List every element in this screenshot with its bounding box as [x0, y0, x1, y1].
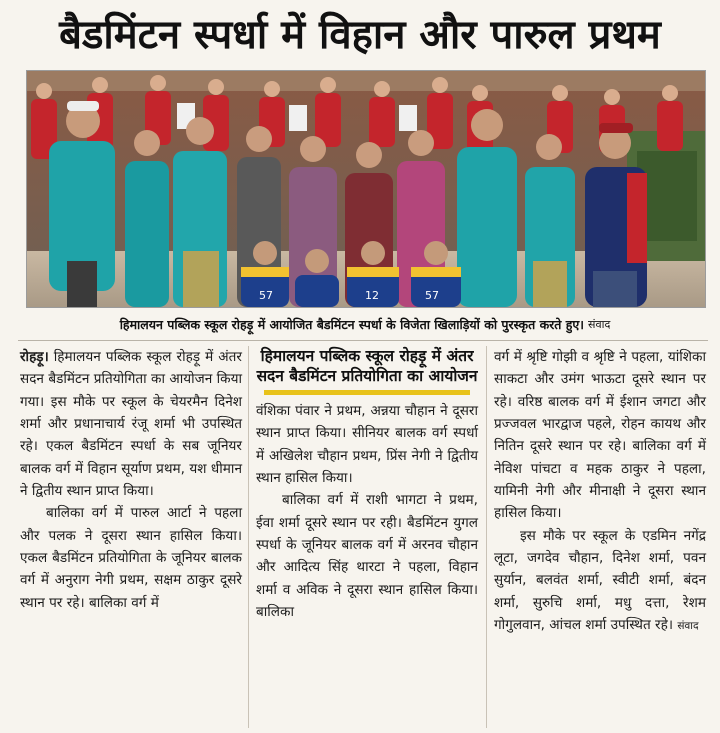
article-paragraph: वर्ग में श्रृष्टि गोझी व श्रृष्टि ने पहला, यांशिका साकटा और उमंग भाऊटा दूसरे स्थान पर रहे। वरिष्ठ बालक वर्ग में ईशान जगटा और प्रज्जवल भारद्वाज पहले, रोहन कायथ और नितिन दूसरे स्थान पर रहे। बालिका वर्ग में नेविश पांचटा व महक ठाकुर ने पहला, यामिनी नेगी और मीनाक्षी ने दूसरा स्थान हासिल किया। — [494, 349, 706, 522]
caption-credit: संवाद — [588, 317, 611, 331]
subheadline: हिमालयन पब्लिक स्कूल रोहड़ू में अंतर सदन बैडमिंटन प्रतियोगिता का आयोजन — [256, 347, 478, 385]
column-divider — [486, 346, 487, 728]
section-divider — [18, 340, 708, 341]
jersey-number-1: 57 — [259, 289, 273, 302]
article-paragraph — [494, 525, 706, 638]
article-column-3 — [494, 346, 706, 637]
jersey-number-2: 12 — [365, 289, 379, 302]
article-paragraph: बालिका वर्ग में पारुल आर्टा ने पहला और पलक ने दूसरा स्थान हासिल किया। एकल बैडमिंटन प्रतियोगिता के जूनियर बालक वर्ग में अनुराग नेगी प्रथम, सक्षम ठाकुर दूसरे स्थान पर रहे। बालिका वर्ग में — [20, 505, 242, 611]
article-paragraph: वंशिका पंवार ने प्रथम, अन्नया चौहान ने दूसरा स्थान प्राप्त किया। सीनियर बालक वर्ग स्पर्धा में अखिलेश चौहान प्रथम, प्रिंस नेगी ने द्वितीय स्थान हासिल किया। — [256, 403, 478, 487]
article-credit: संवाद — [677, 620, 699, 633]
group-photo-illustration — [27, 71, 705, 307]
dateline: रोहड़ू। — [20, 349, 49, 365]
article-column-1 — [20, 346, 242, 614]
photo-caption — [26, 310, 704, 338]
jersey-number-3: 57 — [425, 289, 439, 302]
article-paragraph: बालिका वर्ग में राशी भागटा ने प्रथम, ईवा शर्मा दूसरे स्थान पर रही। बैडमिंटन युगल स्पर्धा के जूनियर बालक वर्ग में अरनव चौहान और आदित्य सिंह थारटा ने पहला, विहान शर्मा व अविक ने दूसरा स्थान हासिल किया। बालिका — [256, 492, 478, 621]
paragraph-text: इस मौके पर स्कूल के एडमिन नगेंद्र लूटा, जगदेव चौहान, दिनेश शर्मा, पवन सुर्यान, बलवंत शर्मा, स्वीटी शर्मा, बंदन शर्मा, सुरुचि शर्मा, मधु दत्ता, रेशम गोगुलवान, आंचल शर्मा उपस्थित रहे। — [494, 527, 706, 634]
caption-text: हिमालयन पब्लिक स्कूल रोहड़ू में आयोजित बैडमिंटन स्पर्धा के विजेता खिलाड़ियों को पुरस्कृत करते हुए। — [119, 316, 585, 332]
article-column-2 — [256, 346, 478, 623]
column-divider — [248, 346, 249, 728]
subheadline-underline — [264, 390, 470, 395]
news-photo — [26, 70, 706, 308]
headline: बैडमिंटन स्पर्धा में विहान और पारुल प्रथम — [59, 11, 661, 58]
paragraph-text: हिमालयन पब्लिक स्कूल रोहड़ू में अंतर सदन बैडमिंटन प्रतियोगिता का आयोजन किया गया। इस मौके पर स्कूल के चेयरमैन दिनेश शर्मा और प्रधानाचार्य रंजू शर्मा भी उपस्थित रहे। एकल बैडमिंटन स्पर्धा के सब जूनियर बालक वर्ग में विहान सूर्याण प्रथम, यश धीमान ने द्वितीय स्थान प्राप्त किया। — [20, 349, 242, 500]
article-paragraph — [20, 346, 242, 502]
